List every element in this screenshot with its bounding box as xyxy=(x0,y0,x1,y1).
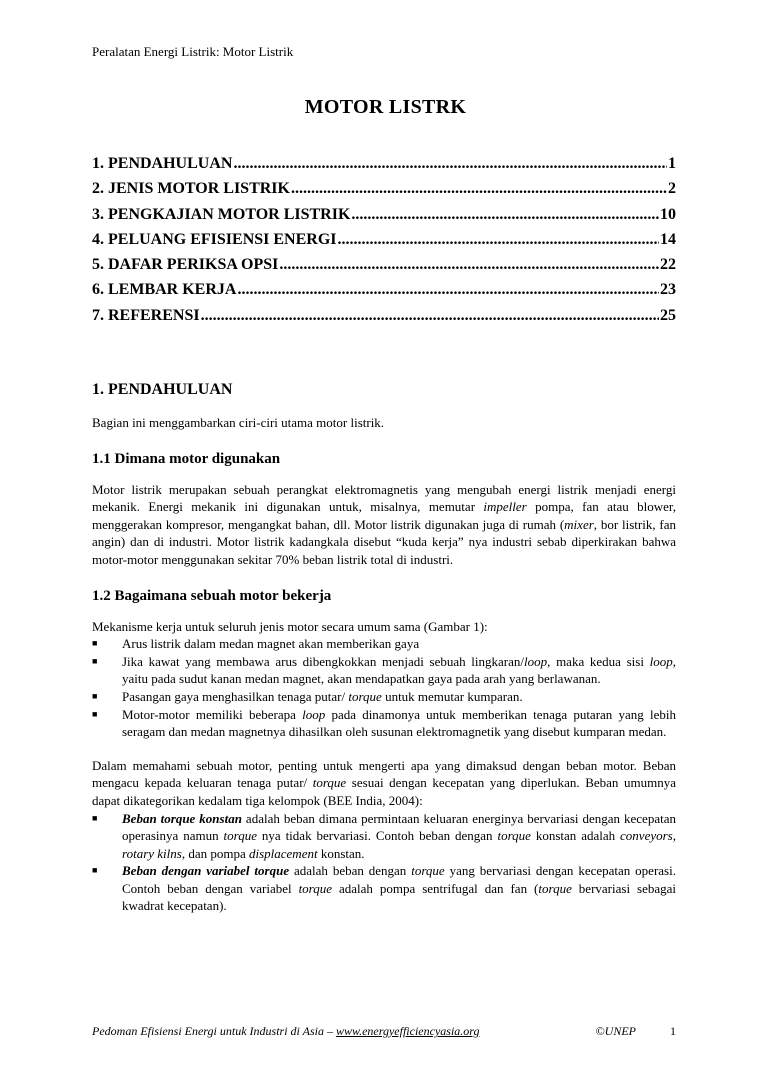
section-heading: 1. PENDAHULUAN xyxy=(92,381,233,398)
toc-entry-pendahuluan[interactable] xyxy=(92,155,676,180)
document-body xyxy=(92,380,676,915)
toc-entry-label[interactable]: 5. DAFAR PERIKSA OPSI xyxy=(92,256,279,274)
toc-entry-referensi[interactable] xyxy=(92,307,676,332)
paragraph: Dalam memahami sebuah motor, penting untuk mengerti apa yang dimaksud dengan beban motor. Beban mengacu kepada keluaran tenaga putar/ torque sesuai dengan kecepatan yang diperlukan. Beban umumnya dapat dikategorikan kedalam tiga kelompok (BEE India, 2004): xyxy=(92,757,676,808)
toc-entry-label[interactable]: 4. PELUANG EFISIENSI ENERGI xyxy=(92,230,337,248)
toc-entry-peluang[interactable] xyxy=(92,231,676,256)
toc-page-number: 10 xyxy=(660,205,676,223)
footer-website-link[interactable]: www.energyefficiencyasia.org xyxy=(335,1024,480,1038)
toc-leader-dots xyxy=(351,206,659,224)
toc-entry-lembar-kerja[interactable] xyxy=(92,281,676,306)
list-item: ■ Beban dengan variabel torque adalah beban dengan torque yang bervariasi dengan kecepatan operasi. Contoh beban dengan variabel torque adalah pompa sentrifugal dan fan (torque bervariasi sebagai kwadrat kecepatan). xyxy=(92,863,676,914)
bullet-list xyxy=(92,635,676,741)
square-bullet-icon: ■ xyxy=(92,812,98,823)
table-of-contents xyxy=(92,155,676,332)
footer-page-number: 1 xyxy=(670,1024,676,1038)
toc-page-number: 14 xyxy=(660,230,676,248)
toc-page-number: 25 xyxy=(660,306,676,324)
running-header: Peralatan Energi Listrik: Motor Listrik xyxy=(92,44,294,59)
list-item: ■ Pasangan gaya menghasilkan tenaga putar/ torque untuk memutar kumparan. xyxy=(92,688,523,704)
list-item: ■ Arus listrik dalam medan magnet akan memberikan gaya xyxy=(92,636,420,652)
toc-entry-label[interactable]: 1. PENDAHULUAN xyxy=(92,155,233,172)
bullet-list xyxy=(92,810,676,916)
toc-leader-dots xyxy=(291,180,667,198)
toc-entry-pengkajian[interactable] xyxy=(92,206,676,231)
square-bullet-icon: ■ xyxy=(92,708,98,719)
list-item: ■ Jika kawat yang membawa arus dibengkokkan menjadi sebuah lingkaran/loop, maka kedua sisi loop, yaitu pada sudut kanan medan magnet, akan mendapatkan gaya pada arah yang berlawanan. xyxy=(92,653,676,687)
toc-entry-label[interactable]: 3. PENGKAJIAN MOTOR LISTRIK xyxy=(92,205,351,223)
square-bullet-icon: ■ xyxy=(92,638,98,649)
toc-entry-label[interactable]: 6. LEMBAR KERJA xyxy=(92,281,237,299)
square-bullet-icon: ■ xyxy=(92,865,98,876)
toc-page-number: 1 xyxy=(668,155,676,172)
square-bullet-icon: ■ xyxy=(92,655,98,666)
list-item: ■ Motor-motor memiliki beberapa loop pada dinamonya untuk memberikan tenaga putaran yang lebih seragam dan medan magnetnya dihasilkan oleh susunan elektromagnetik yang disebut kumparan medan. xyxy=(92,706,676,740)
footer-copyright: ©UNEP xyxy=(595,1024,636,1038)
toc-leader-dots xyxy=(237,281,659,299)
toc-entry-jenis-motor[interactable] xyxy=(92,180,676,205)
toc-leader-dots xyxy=(279,256,659,274)
subsection-heading: 1.1 Dimana motor digunakan xyxy=(92,450,281,467)
footer-source: Pedoman Efisiensi Energi untuk Industri di Asia – www.energyefficiencyasia.org xyxy=(92,1024,480,1038)
toc-entry-dafar-periksa[interactable] xyxy=(92,256,676,281)
document-title: MOTOR LISTRK xyxy=(304,96,467,118)
toc-page-number: 2 xyxy=(668,180,676,198)
toc-leader-dots xyxy=(233,155,667,173)
toc-leader-dots xyxy=(201,307,659,325)
toc-entry-label[interactable]: 7. REFERENSI xyxy=(92,306,200,324)
subsection-heading: 1.2 Bagaimana sebuah motor bekerja xyxy=(92,587,332,604)
toc-page-number: 22 xyxy=(660,256,676,274)
toc-page-number: 23 xyxy=(660,281,676,299)
paragraph: Mekanisme kerja untuk seluruh jenis motor secara umum sama (Gambar 1): xyxy=(92,618,488,634)
paragraph: Motor listrik merupakan sebuah perangkat elektromagnetis yang mengubah energi listrik menjadi energi mekanik. Energi mekanik ini digunakan untuk, misalnya, memutar impeller pompa, fan atau blower, menggerakan kompresor, mengangkat bahan, dll. Motor listrik digunakan juga di rumah (mixer, bor listrik, fan angin) dan di industri. Motor listrik kadangkala disebut “kuda kerja” nya industri sebab diperkirakan bahwa motor-motor menggunakan sekitar 70% beban listrik total di industri. xyxy=(92,481,676,567)
toc-entry-label[interactable]: 2. JENIS MOTOR LISTRIK xyxy=(92,180,290,198)
section-intro: Bagian ini menggambarkan ciri-ciri utama motor listrik. xyxy=(92,415,385,430)
list-item: ■ Beban torque konstan adalah beban dimana permintaan keluaran energinya bervariasi dengan kecepatan operasinya namun torque nya tidak bervariasi. Contoh beban dengan torque konstan adalah conveyors, rotary kilns, dan pompa displacement konstan. xyxy=(92,810,676,861)
page-footer xyxy=(92,1024,676,1039)
square-bullet-icon: ■ xyxy=(92,690,98,701)
toc-leader-dots xyxy=(338,231,660,249)
